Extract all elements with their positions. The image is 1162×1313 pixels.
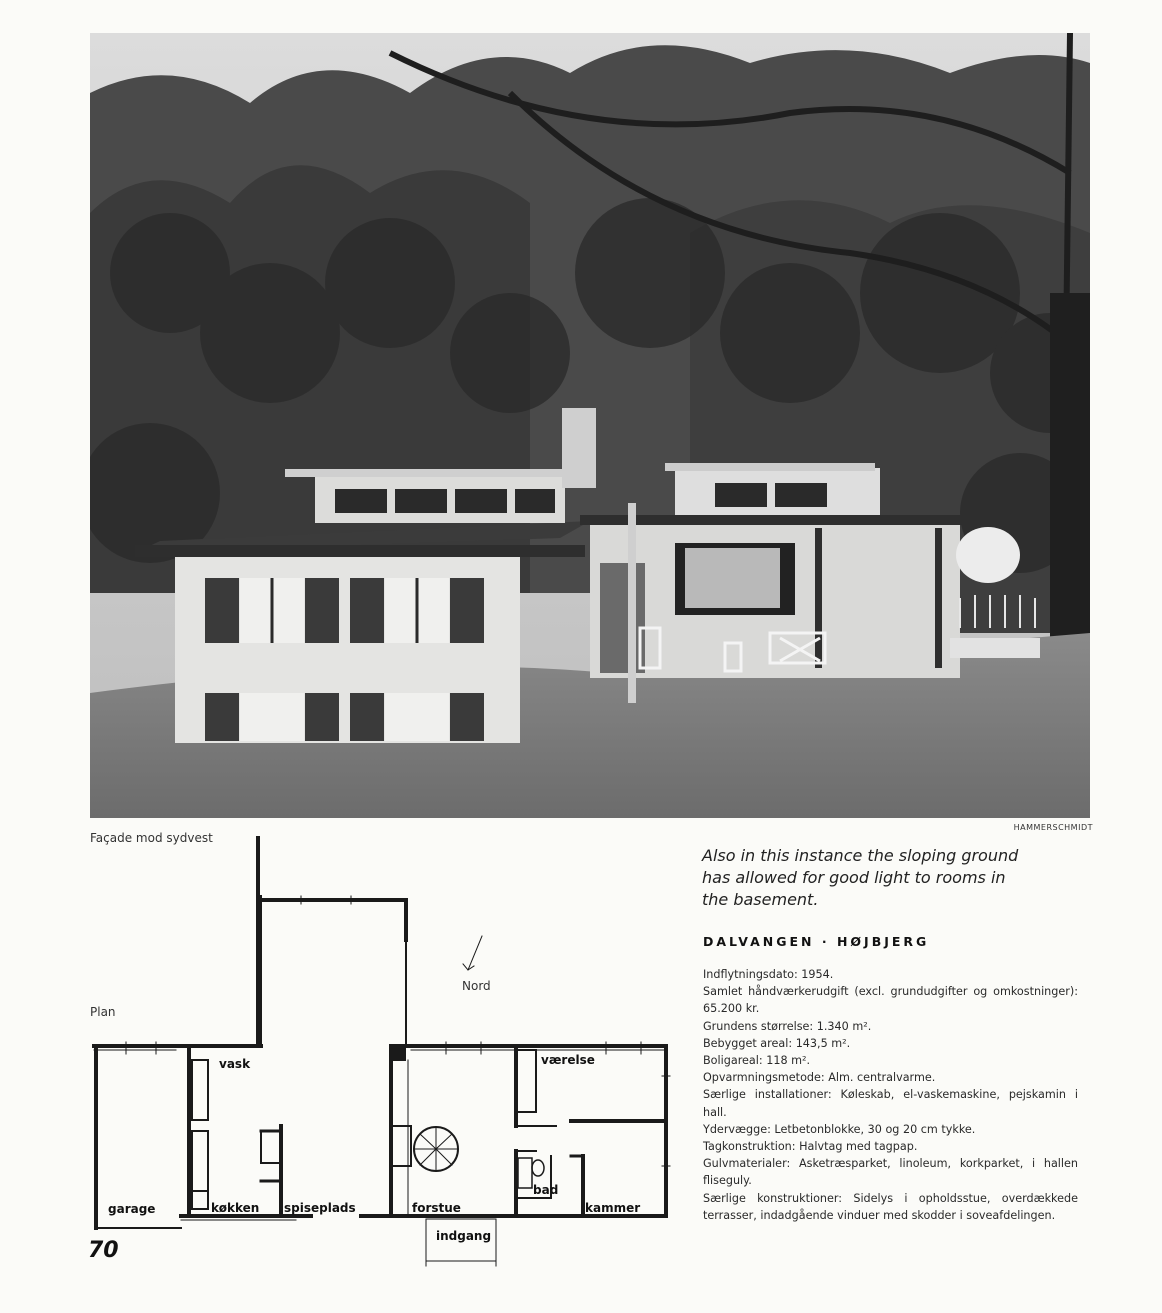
room-vask: vask xyxy=(219,1057,251,1071)
house-title: DALVANGEN · HØJBJERG xyxy=(703,934,930,949)
spec-item: Opvarmningsmetode: Alm. centralvarme. xyxy=(703,1071,936,1085)
room-spiseplads: spiseplads xyxy=(284,1201,356,1215)
photo-credit: HAMMERSCHMIDT xyxy=(1013,823,1093,832)
spec-item: Gulvmaterialer: Asketræsparket, linoleum, korkparket, i hallen fliseguly. xyxy=(703,1157,1078,1188)
spec-item: Indflytningsdato: 1954. xyxy=(703,968,834,981)
room-indgang: indgang xyxy=(436,1229,492,1243)
spec-item: Ydervægge: Letbetonblokke, 30 og 20 cm tykke. xyxy=(703,1122,976,1136)
spec-list xyxy=(703,966,1078,1224)
facade-label: Façade mod sydvest xyxy=(90,831,213,845)
spec-item: Bebygget areal: 143,5 m². xyxy=(703,1036,851,1050)
room-kokken: køkken xyxy=(211,1201,260,1215)
room-forstue: forstue xyxy=(412,1201,461,1215)
room-garage: garage xyxy=(108,1202,156,1216)
page-number: 70 xyxy=(88,1238,119,1263)
spec-item: Tagkonstruktion: Halvtag med tagpap. xyxy=(703,1140,918,1154)
spec-item: Grundens størrelse: 1.340 m². xyxy=(703,1019,872,1033)
room-kammer: kammer xyxy=(585,1201,641,1215)
room-vaerelse: værelse xyxy=(541,1053,595,1067)
room-bad: bad xyxy=(533,1183,559,1197)
floor-plan xyxy=(86,836,676,1272)
spec-item: Særlige konstruktioner: Sidelys i opholdsstue, overdækkede terrasser, indadgående vinduer med skodder i soveafdelingen. xyxy=(703,1191,1078,1222)
house-photo-drawing xyxy=(90,33,1090,818)
english-caption: Also in this instance the sloping ground has allowed for good light to rooms in the basement. xyxy=(702,846,1019,909)
spec-item: Samlet håndværkerudgift (excl. grundudgifter og omkostninger): 65.200 kr. xyxy=(703,985,1078,1016)
plan-label-nord: Nord xyxy=(462,979,491,993)
spec-item: Boligareal: 118 m². xyxy=(703,1054,811,1068)
spec-item: Særlige installationer: Køleskab, el-vaskemaskine, pejskamin i hall. xyxy=(703,1088,1078,1119)
house-photo xyxy=(90,33,1090,818)
plan-label: Plan xyxy=(90,1005,116,1019)
